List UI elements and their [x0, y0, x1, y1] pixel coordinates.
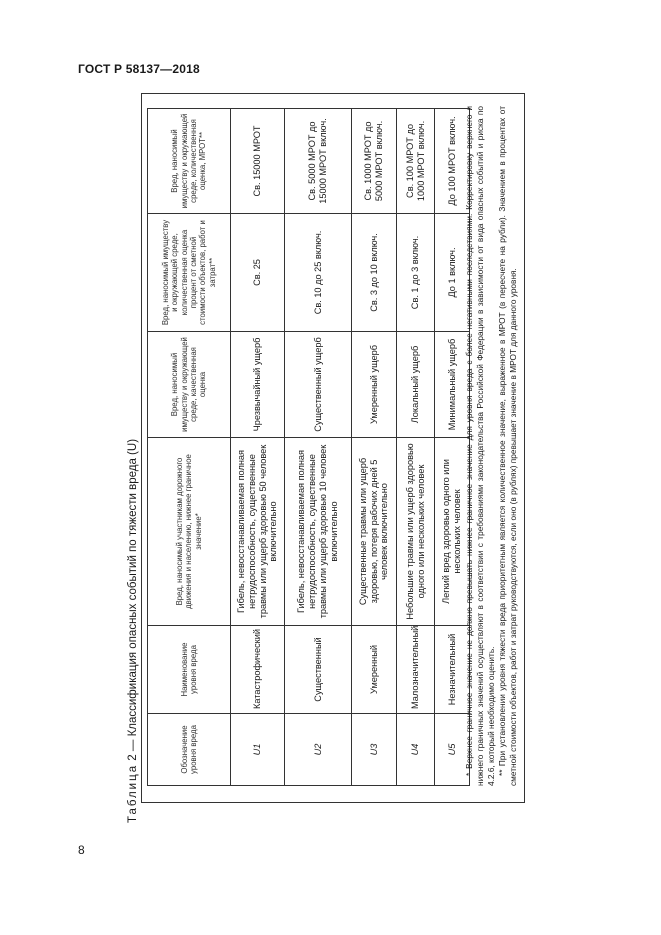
column-header: Обозначение уровня вреда — [148, 714, 231, 786]
table-cell: Существенные травмы или ущерб здоровью, потеря рабочих дней 5 человек включительно — [352, 438, 397, 626]
table-cell: Св. 1 до 3 включ. — [397, 214, 435, 332]
column-header: Вред, наносимый имуществу и окружающей среде, количественная оценка, МРОТ** — [148, 109, 231, 214]
table-cell: Св. 3 до 10 включ. — [352, 214, 397, 332]
table-cell: Св. 1000 МРОТ до 5000 МРОТ включ. — [352, 109, 397, 214]
table-cell: Гибель, невосстанавливаемая полная нетрудоспособность, существенные травмы или ущерб здоровью 50 человек включительно — [231, 438, 285, 626]
note-1: * Верхнее граничное значение не должно превышать нижнее граничное значение для уровня вреда с более негативными последствиями. Корректировку верхнего и нижнего граничных значений осуществляют в соответствии с требованиями законодательства Российской Федерации в зависимости от вида опасных событий и риска по 4.2.6, который необходимо оценить. — [464, 106, 496, 786]
table-cell: Легкий вред здоровью одного или нескольких человек — [435, 438, 470, 626]
table-cell: Минимальный ущерб — [435, 332, 470, 438]
table-cell: Катастрофический — [231, 626, 285, 714]
table-cell: До 100 МРОТ включ. — [435, 109, 470, 214]
rotated-table-block — [125, 93, 525, 823]
table-row — [397, 109, 435, 786]
table-cell: Умеренный — [352, 626, 397, 714]
table-cell: U4 — [397, 714, 435, 786]
table-cell: Чрезвычайный ущерб — [231, 332, 285, 438]
table-cell: Локальный ущерб — [397, 332, 435, 438]
column-header: Вред, наносимый имуществу и окружающей среде, качественная оценка — [148, 332, 231, 438]
table-cell: Небольшие травмы или ущерб здоровью одного или нескольких человек — [397, 438, 435, 626]
table-cell: Св. 25 — [231, 214, 285, 332]
column-header: Вред, наносимый участникам дорожного движения и населению, нижнее граничное значение* — [148, 438, 231, 626]
note-2: ** При установлении уровня тяжести вреда приоритетным является количественное значение, выраженное в МРОТ (в пересчете на рубли). Значением в процентах от сметной стоимости объектов, работ и затрат руководствуются, если оно (в рублях) превышает значение в МРОТ для данного уровня. — [497, 106, 518, 786]
caption-title: 2 — Классификация опасных событий по тяжести вреда (U) — [127, 438, 139, 764]
table-cell: До 1 включ. — [435, 214, 470, 332]
table-cell: Существенный ущерб — [285, 332, 352, 438]
table-header-row — [148, 109, 231, 786]
table-cell: Малозначительный — [397, 626, 435, 714]
table-cell: Умеренный ущерб — [352, 332, 397, 438]
table-cell: Гибель, невосстанавливаемая полная нетрудоспособность, существенные травмы или ущерб здоровью 10 человек включительно — [285, 438, 352, 626]
table-row — [231, 109, 285, 786]
table-cell: U5 — [435, 714, 470, 786]
table-row — [285, 109, 352, 786]
table-cell: Св. 10 до 25 включ. — [285, 214, 352, 332]
column-header: Вред, наносимый имуществу и окружающей среде, количественная оценка процент от сметной стоимости объектов, работ и затрат** — [148, 214, 231, 332]
table-cell: Св. 15000 МРОТ — [231, 109, 285, 214]
harm-classification-table — [147, 108, 470, 786]
table-caption — [125, 439, 141, 823]
table-cell: Св. 5000 МРОТ до 15000 МРОТ включ. — [285, 109, 352, 214]
table-cell: Незначительный — [435, 626, 470, 714]
table-notes — [464, 106, 519, 786]
table-cell: Существенный — [285, 626, 352, 714]
table-row — [352, 109, 397, 786]
page-number: 8 — [78, 843, 85, 857]
table-frame — [141, 93, 525, 803]
table-cell: Св. 100 МРОТ до 1000 МРОТ включ. — [397, 109, 435, 214]
column-header: Наименование уровня вреда — [148, 626, 231, 714]
table-cell: U1 — [231, 714, 285, 786]
table-cell: U2 — [285, 714, 352, 786]
document-header: ГОСТ Р 58137—2018 — [78, 62, 200, 76]
table-cell: U3 — [352, 714, 397, 786]
caption-label: Таблица — [127, 763, 139, 823]
